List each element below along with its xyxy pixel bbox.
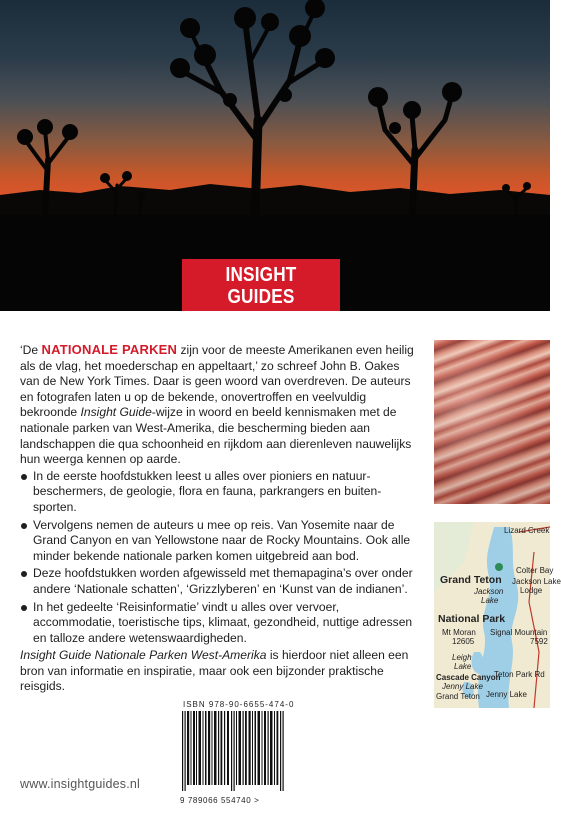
closing-paragraph: Insight Guide Nationale Parken West-Amerika is hierdoor niet alleen een bron van informatie en inspiratie, maar ook een bijzonder praktische reisgids. (20, 648, 409, 694)
footer-url: www.insightguides.nl (20, 777, 141, 791)
map-label-leigh: Leigh (452, 653, 472, 662)
logo-url: www.insightguides.nl (205, 311, 317, 323)
map-label-lizard-creek: Lizard Creek (504, 526, 550, 535)
intro-paragraph: ‘De NATIONALE PARKEN zijn voor de meeste Amerikanen even heilig als de vlag, het moederschap en appeltaart,’ zo schreef John B. Oakes van de New York Times. Daar is geen woord van overdreven. De auteurs en fotografen laten u op de bekende, onovertroffen en veelvuldig bekroonde Insight Guide-wijze in woord en beeld kennismaken met de nationale parken van West-Amerika, die bescherming bieden aan landschappen die qua schoonheid en rijkdom aan dierenleven nauwelijks hun weerga kennen op aarde. (20, 342, 414, 467)
map-label-grand-teton-peak: Grand Teton (436, 692, 480, 701)
highlight-nationale-parken: NATIONALE PARKEN (41, 342, 178, 357)
map-label-teton-park-rd: Teton Park Rd (494, 670, 545, 679)
map-label-signal-mountain: Signal Mountain (490, 628, 548, 637)
map-label-grand-teton: Grand Teton (440, 574, 502, 586)
map-label-jenny-lake-2: Jenny Lake (486, 690, 527, 699)
map-label-12605: 12605 (452, 637, 475, 646)
map-label-jackson-lake-lodge: Jackson Lake (512, 577, 561, 586)
logo-title: INSIGHT GUIDES (225, 264, 297, 308)
map-label-cascade-canyon: Cascade Canyon (436, 673, 501, 682)
map-label-colter-bay: Colter Bay (516, 566, 554, 575)
barcode-digits: 9 789066 554740 > (180, 796, 260, 805)
list-item: In het gedeelte ‘Reisinformatie’ vindt u alles over vervoer, accommodatie, toeristische tips, klimaat, gezondheid, nuttige adressen en talloze andere wetenswaardigheden. (20, 600, 418, 647)
list-item: Vervolgens nemen de auteurs u mee op reis. Van Yosemite naar de Grand Canyon en van Yellowstone naar de Rocky Mountains. Ook alle minder bekende nationale parken komen uitgebreid aan bod. (20, 518, 418, 565)
map-label-jackson: Jackson (474, 587, 504, 596)
map-label-lodge: Lodge (520, 586, 543, 595)
map-label-lake-2: Lake (454, 662, 472, 671)
italic-guide-title: Insight Guide Nationale Parken West-Amerika (20, 648, 267, 663)
barcode-block (180, 700, 294, 810)
barcode-arrow: > (254, 796, 260, 805)
sandstone-wave-photo (434, 340, 550, 504)
grand-teton-map (434, 522, 561, 708)
list-item: Deze hoofdstukken worden afgewisseld met themapagina’s over onder andere ‘Nationale schatten’, ‘Grizzlyberen’ en ‘Kunst van de indianen’. (20, 566, 418, 597)
map-label-7592: 7592 (530, 637, 548, 646)
barcode-icon (180, 711, 288, 791)
isbn-text: ISBN 978-90-6655-474-0 (183, 700, 295, 709)
insight-guides-logo (182, 259, 340, 323)
map-label-jenny-lake: Jenny Lake (442, 682, 483, 691)
map-label-national-park: National Park (438, 613, 506, 625)
map-label-lake: Lake (481, 596, 499, 605)
back-cover-text (20, 342, 418, 695)
bullet-list (20, 469, 418, 647)
list-item: In de eerste hoofdstukken leest u alles over pioniers en natuur-beschermers, de geologie, flora en fauna, parkrangers en buiten-sporten. (20, 469, 418, 516)
map-label-mt-moran: Mt Moran (442, 628, 476, 637)
italic-insight-guide: Insight Guide (80, 405, 152, 420)
